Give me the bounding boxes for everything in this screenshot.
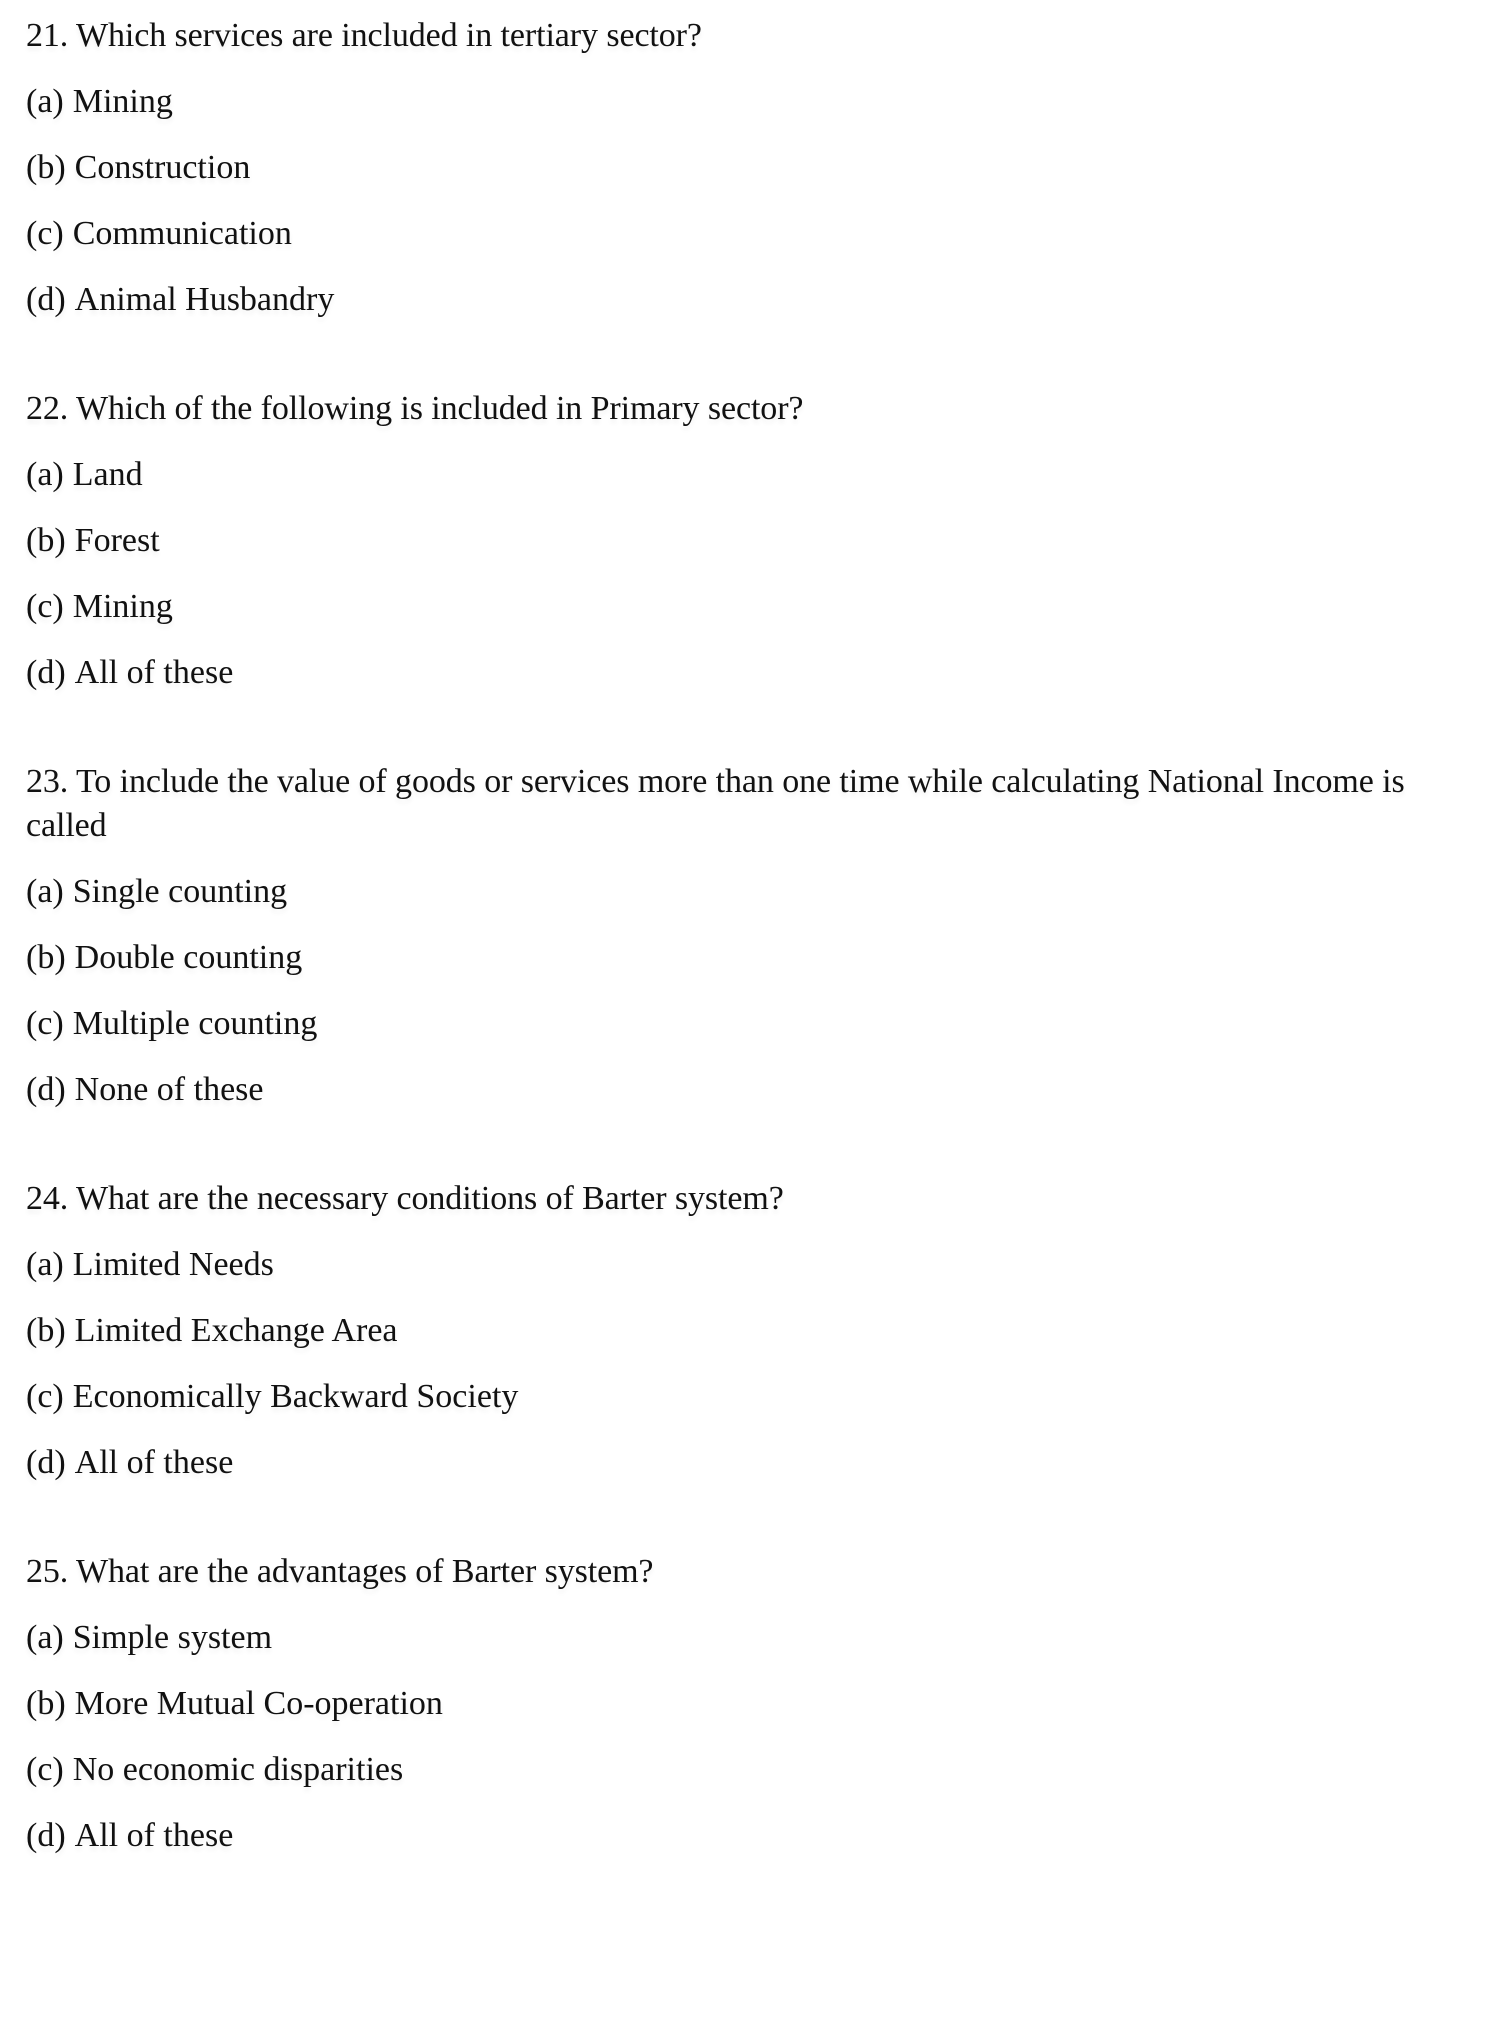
option-d [26,1441,1486,1485]
option-d [26,651,1486,695]
option-d [26,278,1486,322]
option-b [26,519,1486,563]
option-text: Simple system [72,1619,273,1656]
question-number: 22. [26,390,69,427]
option-letter: (d) [26,654,66,691]
option-letter: (b) [26,522,66,559]
option-letter: (d) [26,281,66,318]
option-text: No economic disparities [72,1751,404,1788]
option-c [26,212,1486,256]
option-b [26,1682,1486,1726]
option-letter: (d) [26,1071,66,1108]
option-letter: (b) [26,1685,66,1722]
option-letter: (a) [26,456,64,493]
option-text: Economically Backward Society [72,1378,519,1415]
option-text: All of these [74,1444,234,1481]
question-text [26,1177,1486,1221]
question-text [26,387,1486,431]
option-b [26,1309,1486,1353]
option-text: Construction [74,149,251,186]
option-letter: (c) [26,588,64,625]
option-text: Forest [74,522,160,559]
option-b [26,936,1486,980]
option-text: Land [72,456,143,493]
option-letter: (a) [26,873,64,910]
option-letter: (c) [26,1005,64,1042]
option-text: Multiple counting [72,1005,318,1042]
option-text: All of these [74,654,234,691]
option-letter: (b) [26,149,66,186]
question-23 [26,760,1486,1112]
question-text [26,14,1486,58]
option-c [26,585,1486,629]
option-letter: (a) [26,83,64,120]
question-25 [26,1550,1486,1858]
question-prompt: What are the advantages of Barter system? [76,1553,654,1590]
option-letter: (d) [26,1817,66,1854]
option-letter: (c) [26,1378,64,1415]
option-c [26,1002,1486,1046]
option-text: Animal Husbandry [74,281,335,318]
question-21 [26,14,1486,322]
option-letter: (a) [26,1246,64,1283]
question-text [26,760,1486,848]
option-letter: (d) [26,1444,66,1481]
option-b [26,146,1486,190]
option-text: None of these [74,1071,264,1108]
option-letter: (c) [26,215,64,252]
option-text: All of these [74,1817,234,1854]
option-a [26,1243,1486,1287]
option-letter: (b) [26,1312,66,1349]
option-c [26,1748,1486,1792]
question-number: 25. [26,1553,69,1590]
option-text: Limited Exchange Area [74,1312,398,1349]
option-text: Single counting [72,873,288,910]
option-text: More Mutual Co-operation [74,1685,443,1722]
option-letter: (b) [26,939,66,976]
question-22 [26,387,1486,695]
option-c [26,1375,1486,1419]
question-page [26,14,1486,1923]
option-d [26,1068,1486,1112]
option-text: Mining [72,83,173,120]
question-prompt: Which of the following is included in Primary sector? [76,390,804,427]
question-24 [26,1177,1486,1485]
option-text: Double counting [74,939,303,976]
question-number: 21. [26,17,69,54]
option-a [26,870,1486,914]
question-prompt: What are the necessary conditions of Barter system? [76,1180,784,1217]
question-prompt: To include the value of goods or services more than one time while calculating National Income is called [26,763,1405,844]
question-prompt: Which services are included in tertiary sector? [76,17,702,54]
option-a [26,453,1486,497]
option-d [26,1814,1486,1858]
option-a [26,1616,1486,1660]
option-letter: (a) [26,1619,64,1656]
question-number: 24. [26,1180,69,1217]
option-text: Communication [72,215,292,252]
option-text: Mining [72,588,173,625]
option-text: Limited Needs [72,1246,274,1283]
question-text [26,1550,1486,1594]
option-letter: (c) [26,1751,64,1788]
option-a [26,80,1486,124]
question-number: 23. [26,763,69,800]
